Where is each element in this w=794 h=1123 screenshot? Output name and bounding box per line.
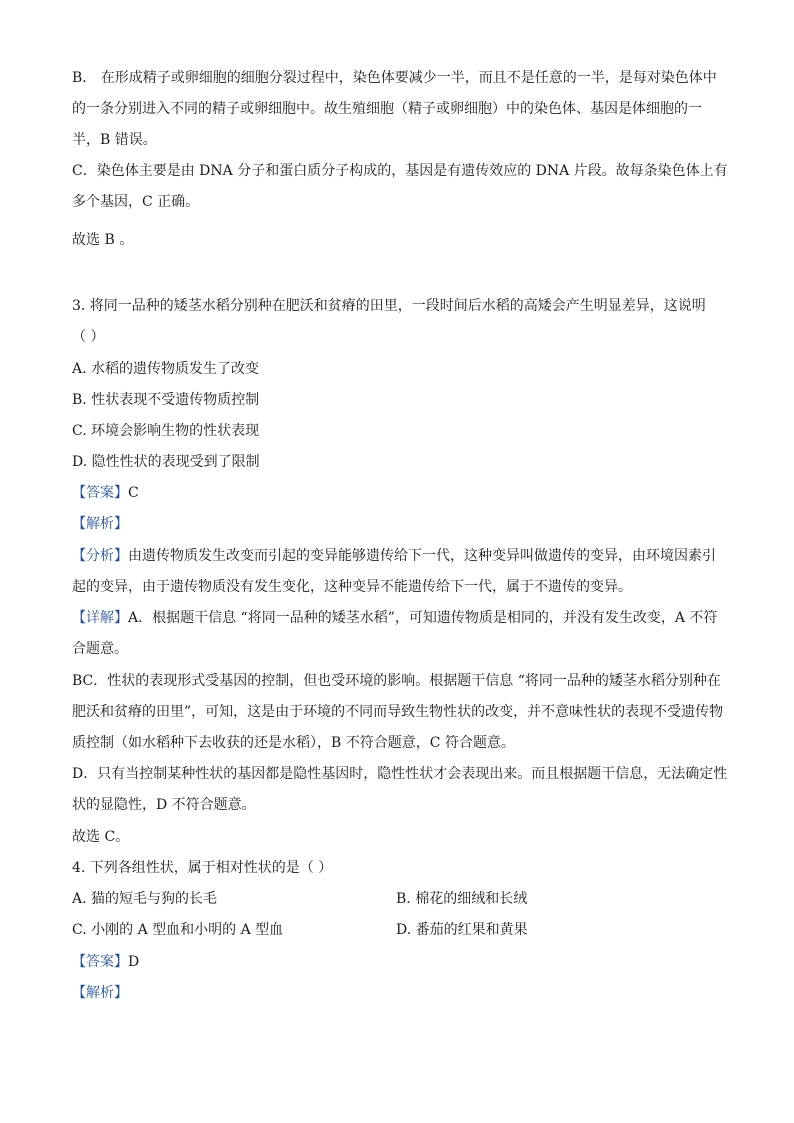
- answer-label: 【答案】: [72, 954, 128, 970]
- q3-fenxi-line-2: 起的变异，由于遗传物质没有发生变化，这种变异不能遗传给下一代，属于不遗传的变异。: [72, 579, 632, 595]
- fenxi-label: 【分析】: [72, 548, 128, 564]
- analysis-label: 【解析】: [72, 516, 128, 532]
- q4-option-b: B. 棉花的细绒和长绒: [396, 891, 528, 907]
- answer-label: 【答案】: [72, 485, 128, 501]
- q3-xiangjie-bc-line-1: BC．性状的表现形式受基因的控制，但也受环境的影响。根据题干信息 “将同一品种的矮茎水稻分别种在: [72, 673, 721, 689]
- q3-xiangjie-a-line-2: 合题意。: [72, 641, 128, 657]
- q3-fenxi-line-1: [72, 546, 722, 566]
- q3-xiangjie-bc-line-3: 质控制（如水稻种下去收获的还是水稻），B 不符合题意，C 符合题意。: [72, 735, 515, 751]
- q4-analysis-heading: [72, 983, 722, 1003]
- explanation-c-line-2: 多个基因，C 正确。: [72, 194, 200, 210]
- q3-analysis-heading: [72, 514, 722, 534]
- q3-stem-line-1: 3. 将同一品种的矮茎水稻分别种在肥沃和贫瘠的田里，一段时间后水稻的高矮会产生明显差异，这说明: [72, 298, 706, 314]
- q3-xiangjie-a-line-1: [72, 608, 722, 628]
- explanation-c-line-1: C．染色体主要是由 DNA 分子和蛋白质分子构成的，基因是有遗传效应的 DNA 片段。故每条染色体上有: [72, 163, 728, 179]
- q3-option-d: D. 隐性性状的表现受到了限制: [72, 454, 260, 470]
- q3-xiangjie-d-line-1: D．只有当控制某种性状的基因都是隐性基因时，隐性性状才会表现出来。而且根据题干信息，无法确定性: [72, 766, 728, 782]
- explanation-b-line-1: B． 在形成精子或卵细胞的细胞分裂过程中，染色体要减少一半，而且不是任意的一半，是每对染色体中: [72, 70, 717, 86]
- analysis-label: 【解析】: [72, 985, 128, 1001]
- q3-xiangjie-bc-line-2: 肥沃和贫瘠的田里”，可知，这是由于环境的不同而导致生物性状的改变，并不意味性状的表现不受遗传物: [72, 704, 724, 720]
- q4-answer: [72, 952, 722, 972]
- q4-option-d: D. 番茄的红果和黄果: [396, 922, 528, 938]
- explanation-b-line-3: 半，B 错误。: [72, 132, 157, 148]
- q3-answer: [72, 483, 722, 503]
- q4-option-c: C. 小刚的 A 型血和小明的 A 型血: [72, 922, 284, 938]
- explanation-b-line-2: 的一条分别进入不同的精子或卵细胞中。故生殖细胞（精子或卵细胞）中的染色体、基因是体细胞的一: [72, 101, 702, 117]
- prev-conclusion: 故选 B 。: [72, 232, 134, 248]
- q4-option-a: A. 猫的短毛与狗的长毛: [72, 891, 218, 907]
- answer-value: D: [128, 954, 140, 970]
- answer-value: C: [128, 485, 139, 501]
- q3-option-b: B. 性状表现不受遗传物质控制: [72, 392, 260, 408]
- q4-stem: 4. 下列各组性状，属于相对性状的是（ ）: [72, 860, 333, 876]
- xiangjie-a-text-1: A．根据题干信息 “将同一品种的矮茎水稻”，可知遗传物质是相同的，并没有发生改变，A 不符: [128, 610, 718, 626]
- q3-option-c: C. 环境会影响生物的性状表现: [72, 423, 260, 439]
- q3-xiangjie-d-line-2: 状的显隐性，D 不符合题意。: [72, 797, 256, 813]
- xiangjie-label: 【详解】: [72, 610, 128, 626]
- q3-stem-line-2: （ ）: [72, 329, 105, 345]
- q3-option-a: A. 水稻的遗传物质发生了改变: [72, 361, 260, 377]
- q3-conclusion: 故选 C。: [72, 829, 130, 845]
- fenxi-text-1: 由遗传物质发生改变而引起的变异能够遗传给下一代，这种变异叫做遗传的变异，由环境因素引: [128, 548, 716, 564]
